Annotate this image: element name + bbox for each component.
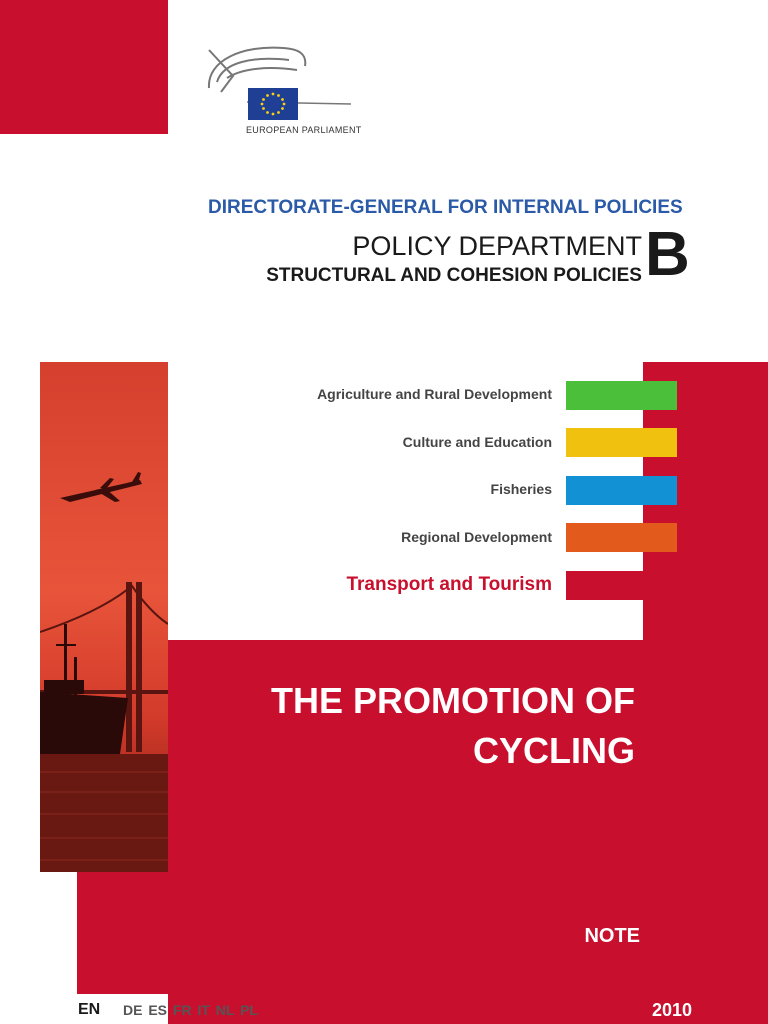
logo-label: EUROPEAN PARLIAMENT: [246, 125, 362, 135]
category-label-agriculture: Agriculture and Rural Development: [317, 386, 552, 402]
language-current: EN: [78, 1001, 101, 1018]
category-bar-regional: [566, 523, 677, 552]
policy-department-letter: B: [645, 220, 690, 289]
right-red-strip: [643, 362, 768, 1024]
document-type: NOTE: [584, 925, 640, 947]
left-red-block: [77, 870, 168, 994]
category-label-culture: Culture and Education: [402, 434, 552, 450]
category-label-fisheries: Fisheries: [490, 481, 552, 497]
category-label-regional: Regional Development: [401, 529, 552, 545]
active-category-bar: [566, 571, 643, 600]
policy-department-title: POLICY DEPARTMENT: [352, 231, 642, 261]
directorate-title: DIRECTORATE-GENERAL FOR INTERNAL POLICIES: [208, 197, 683, 218]
top-left-red-block: [0, 0, 168, 134]
category-bar-culture: [566, 428, 677, 457]
category-bar-fisheries: [566, 476, 677, 505]
category-bar-agriculture: [566, 381, 677, 410]
document-title-line-1: THE PROMOTION OF: [271, 680, 635, 721]
active-category-label: Transport and Tourism: [346, 574, 552, 595]
document-title-line-2: CYCLING: [473, 730, 635, 771]
document-title: [168, 676, 635, 776]
policy-department-subtitle: STRUCTURAL AND COHESION POLICIES: [266, 265, 642, 286]
publication-year: 2010: [652, 1000, 693, 1020]
language-others: DE ES FR IT NL PL: [123, 1002, 258, 1018]
cover-photo: [40, 362, 168, 872]
